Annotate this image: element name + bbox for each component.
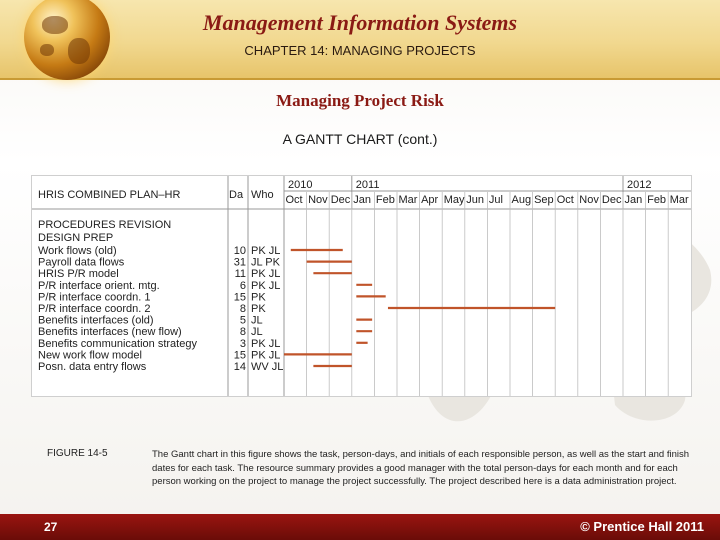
section-design-prep: DESIGN PREP xyxy=(38,232,114,244)
slide-subtitle: Managing Project Risk xyxy=(276,91,444,110)
task-name: Benefits interfaces (old) xyxy=(38,314,154,327)
task-days: 15 xyxy=(233,291,246,304)
month-label: Nov xyxy=(308,194,328,206)
month-label: Oct xyxy=(285,194,303,206)
task-days: 6 xyxy=(239,279,246,292)
month-label: Apr xyxy=(421,194,439,206)
month-label: Jul xyxy=(488,194,503,206)
page-number: 27 xyxy=(44,520,58,534)
task-owner: JL xyxy=(251,326,263,339)
month-label: Mar xyxy=(398,194,418,206)
column-who: Who xyxy=(251,189,274,201)
month-label: Sep xyxy=(534,194,554,206)
task-days: 11 xyxy=(234,268,246,281)
task-days: 5 xyxy=(239,314,246,327)
task-name: Work flows (old) xyxy=(38,245,117,257)
month-label: Dec xyxy=(601,194,622,206)
figure-caption: The Gantt chart in this figure shows the task, person-days, and initials of each responsible person, as well as the start and finish dates for each task. The resource summary provides a good manager with the total person-days for each month and for each person working on the project to manage the project successfully. The project described here is a data administration project. xyxy=(152,449,690,487)
task-owner: PK JL xyxy=(251,337,281,350)
gantt-canvas xyxy=(32,176,691,396)
year-label: 2012 xyxy=(627,179,652,191)
task-name: P/R interface coordn. 2 xyxy=(38,303,151,315)
column-days: Da xyxy=(229,189,244,201)
task-name: P/R interface orient. mtg. xyxy=(38,279,160,292)
task-name: HRIS P/R model xyxy=(38,268,119,281)
header-bar xyxy=(0,0,720,80)
presentation-title: Management Information Systems xyxy=(202,10,518,35)
chapter-heading: CHAPTER 14: MANAGING PROJECTS xyxy=(244,43,476,58)
month-label: Jan xyxy=(353,194,372,206)
month-label: Jun xyxy=(466,194,485,206)
task-owner: PK JL xyxy=(251,268,281,281)
task-days: 8 xyxy=(239,303,246,315)
task-days: 14 xyxy=(233,361,246,373)
task-days: 10 xyxy=(233,245,246,257)
task-days: 8 xyxy=(239,326,246,339)
task-days: 15 xyxy=(233,349,246,362)
task-owner: PK JL xyxy=(251,245,281,257)
task-name: P/R interface coordn. 1 xyxy=(38,291,151,304)
task-name: Benefits communication strategy xyxy=(38,337,197,350)
figure-label: FIGURE 14-5 xyxy=(47,448,108,459)
task-name: New work flow model xyxy=(38,349,142,362)
month-label: Oct xyxy=(556,194,574,206)
task-owner: WV JL xyxy=(251,361,284,373)
footer-bar xyxy=(0,514,720,540)
month-label: Mar xyxy=(669,194,689,206)
figure-title: A GANTT CHART (cont.) xyxy=(282,131,438,147)
month-label: Aug xyxy=(511,194,532,206)
task-owner: PK JL xyxy=(251,349,281,362)
plan-title: HRIS COMBINED PLAN–HR xyxy=(38,189,181,201)
month-label: Feb xyxy=(375,194,395,206)
task-name: Payroll data flows xyxy=(38,256,125,269)
section-procedures-revision: PROCEDURES REVISION xyxy=(38,219,172,231)
task-days: 3 xyxy=(239,337,246,350)
task-name: Benefits interfaces (new flow) xyxy=(38,326,182,339)
year-label: 2011 xyxy=(355,179,380,191)
task-owner: PK xyxy=(251,303,266,315)
year-label: 2010 xyxy=(288,179,313,191)
month-label: May xyxy=(443,194,465,206)
task-name: Posn. data entry flows xyxy=(38,361,147,373)
task-owner: PK JL xyxy=(251,279,281,292)
task-days: 31 xyxy=(233,256,246,269)
task-owner: JL xyxy=(251,314,263,327)
month-label: Jan xyxy=(624,194,643,206)
month-label: Nov xyxy=(579,194,599,206)
gantt-chart xyxy=(31,175,692,397)
task-owner: JL PK xyxy=(251,256,280,269)
month-label: Dec xyxy=(330,194,351,206)
month-label: Feb xyxy=(647,194,667,206)
task-owner: PK xyxy=(251,291,266,304)
copyright-notice: © Prentice Hall 2011 xyxy=(580,519,704,534)
